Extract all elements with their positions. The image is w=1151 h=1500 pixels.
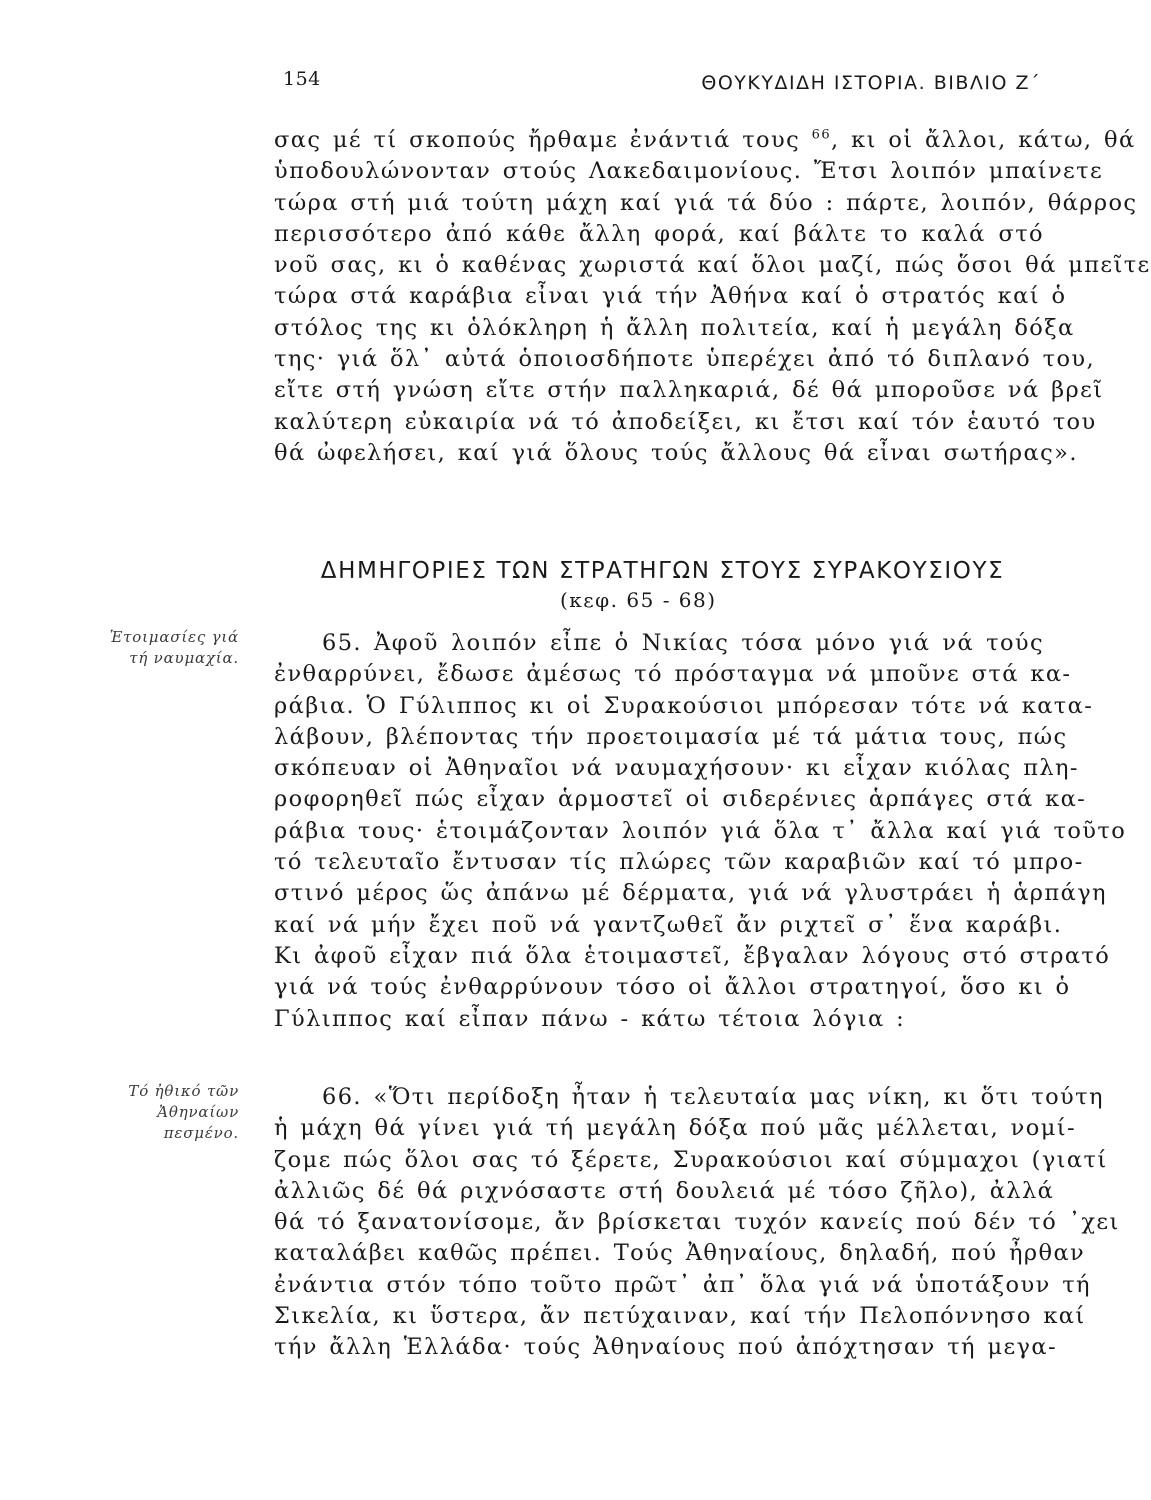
chapter-66-paragraph bbox=[274, 1082, 1120, 1364]
text-line: 65. Ἀφοῦ λοιπόν εἶπε ὁ Νικίας τόσα μόνο γιά νά τούς bbox=[322, 630, 1044, 656]
text-line: γιά νά τούς ἐνθαρρύνουν τόσο οἱ ἄλλοι στρατηγοί, ὅσο κι ὁ bbox=[274, 974, 1071, 1001]
margin-note-morale: Τό ἠθικό τῶν Ἀθηναίων πεσμένο. bbox=[128, 1082, 239, 1142]
text-line: τήν ἄλλη Ἑλλάδα· τούς Ἀθηναίους πού ἀπόχτησαν τή μεγα- bbox=[274, 1334, 1058, 1361]
text-line: νοῦ σας, κι ὁ καθένας χωριστά καί ὅλοι μαζί, πώς ὅσοι θά μπεῖτε bbox=[274, 252, 1151, 279]
text-line: θά ὠφελήσει, καί γιά ὅλους τούς ἄλλους θά εἶναι σωτήρας». bbox=[274, 439, 1078, 466]
text-line: τώρα στά καράβια εἶναι γιά τήν Ἀθήνα καί ὁ στρατός καί ὁ bbox=[274, 283, 1067, 310]
text-line: καταλάβει καθῶς πρέπει. Τούς Ἀθηναίους, δηλαδή, πού ἦρθαν bbox=[274, 1240, 1086, 1267]
text-line: ροφορηθεῖ πώς εἶχαν ἁρμοστεῖ οἱ σιδερένιες ἁρπάγες στά κα- bbox=[274, 786, 1087, 813]
text-line: ράβια τους· ἑτοιμάζονταν λοιπόν γιά ὅλα τ᾿ ἄλλα καί γιά τοῦτο bbox=[274, 817, 1127, 844]
text-line: 66. «Ὅτι περίδοξη ἦταν ἡ τελευταία μας νίκη, κι ὅτι τούτη bbox=[322, 1084, 1104, 1110]
text-line: ζομε πώς ὅλοι σας τό ξέρετε, Συρακούσιοι καί σύμμαχοι (γιατί bbox=[274, 1146, 1108, 1173]
text-line: Γύλιππος καί εἶπαν πάνω - κάτω τέτοια λόγια : bbox=[274, 1005, 906, 1032]
text-line: εἴτε στή γνώση εἴτε στήν παλληκαριά, δέ θά μποροῦσε νά βρεῖ bbox=[274, 377, 1104, 404]
text-line: περισσότερο ἀπό κάθε ἄλλη φορά, καί βάλτε το καλά στό bbox=[274, 220, 1044, 247]
chapter-65-paragraph bbox=[274, 628, 1127, 1035]
page-number: 154 bbox=[283, 68, 321, 90]
text-line: σκόπευαν οἱ Ἀθηναῖοι νά ναυμαχήσουν· κι εἶχαν κιόλας πλη- bbox=[274, 755, 1079, 782]
text-line: της· γιά ὅλ᾿ αὐτά ὁποιοσδήποτε ὑπερέχει ἀπό τό διπλανό του, bbox=[274, 346, 1096, 373]
text-line: Σικελία, κι ὕστερα, ἄν πετύχαιναν, καί τήν Πελοπόννησο καί bbox=[274, 1303, 1086, 1330]
section-heading: ΔΗΜΗΓΟΡΙΕΣ ΤΩΝ ΣΤΡΑΤΗΓΩΝ ΣΤΟΥΣ ΣΥΡΑΚΟΥΣΙΟΥΣ bbox=[320, 558, 1005, 584]
text-line: στινό μέρος ὥς ἀπάνω μέ δέρματα, γιά νά γλυστράει ἡ ἁρπάγη bbox=[274, 880, 1107, 907]
margin-note-preparations: Ἑτοιμασίες γιά τή ναυμαχία. bbox=[109, 628, 239, 667]
text-line: λάβουν, βλέποντας τήν προετοιμασία μέ τά μάτια τους, πώς bbox=[274, 723, 1068, 750]
text-line: ὑποδουλώνονταν στούς Λακεδαιμονίους. Ἔτσι λοιπόν μπαίνετε bbox=[274, 158, 1103, 185]
footnote-ref: 66 bbox=[811, 127, 831, 143]
text-line: ἐνθαρρύνει, ἔδωσε ἀμέσως τό πρόσταγμα νά μποῦνε στά κα- bbox=[274, 661, 1072, 688]
text-line: ἀλλιῶς δέ θά ριχνόσαστε στή δουλειά μέ τόσο ζῆλο), ἀλλά bbox=[274, 1177, 1055, 1204]
text-line: καί νά μήν ἔχει ποῦ νά γαντζωθεῖ ἄν ριχτεῖ σ᾿ ἕνα καράβι. bbox=[274, 911, 1063, 938]
text-line: τώρα στή μιά τούτη μάχη καί γιά τά δύο : πάρτε, λοιπόν, θάρρος bbox=[274, 189, 1138, 216]
intro-paragraph bbox=[274, 125, 1151, 469]
section-subheading: (κεφ. 65 - 68) bbox=[560, 588, 717, 612]
text-line: καλύτερη εὐκαιρία νά τό ἀποδείξει, κι ἔτσι καί τόν ἑαυτό του bbox=[274, 408, 1097, 435]
text-line: ἡ μάχη θά γίνει γιά τή μεγάλη δόξα πού μᾶς μέλλεται, νομί- bbox=[274, 1115, 1076, 1142]
text-line: ράβια. Ὁ Γύλιππος κι οἱ Συρακούσιοι μπόρεσαν τότε νά κατα- bbox=[274, 692, 1094, 719]
text-line: στόλος της κι ὁλόκληρη ἡ ἄλλη πολιτεία, καί ἡ μεγάλη δόξα bbox=[274, 314, 1075, 341]
text-line: θά τό ξανατονίσομε, ἄν βρίσκεται τυχόν κανείς πού δέν τό ᾿χει bbox=[274, 1209, 1120, 1236]
running-head: ΘΟΥΚΥΔΙΔΗ ΙΣΤΟΡΙΑ. ΒΙΒΛΙΟ Ζ΄ bbox=[701, 72, 1041, 94]
text-line: ἐνάντια στόν τόπο τοῦτο πρῶτ᾿ ἀπ᾿ ὅλα γιά νά ὑποτάξουν τή bbox=[274, 1271, 1091, 1298]
text-line: σας μέ τί σκοπούς ἤρθαμε ἐνάντιά τους $^{66}$, κι οἱ ἄλλοι, κάτω, θά bbox=[274, 127, 1136, 153]
text-line: Κι ἀφοῦ εἶχαν πιά ὅλα ἑτοιμαστεῖ, ἔβγαλαν λόγους στό στρατό bbox=[274, 942, 1111, 969]
text-line: τό τελευταῖο ἔντυσαν τίς πλώρες τῶν καραβιῶν καί τό μπρο- bbox=[274, 849, 1084, 876]
